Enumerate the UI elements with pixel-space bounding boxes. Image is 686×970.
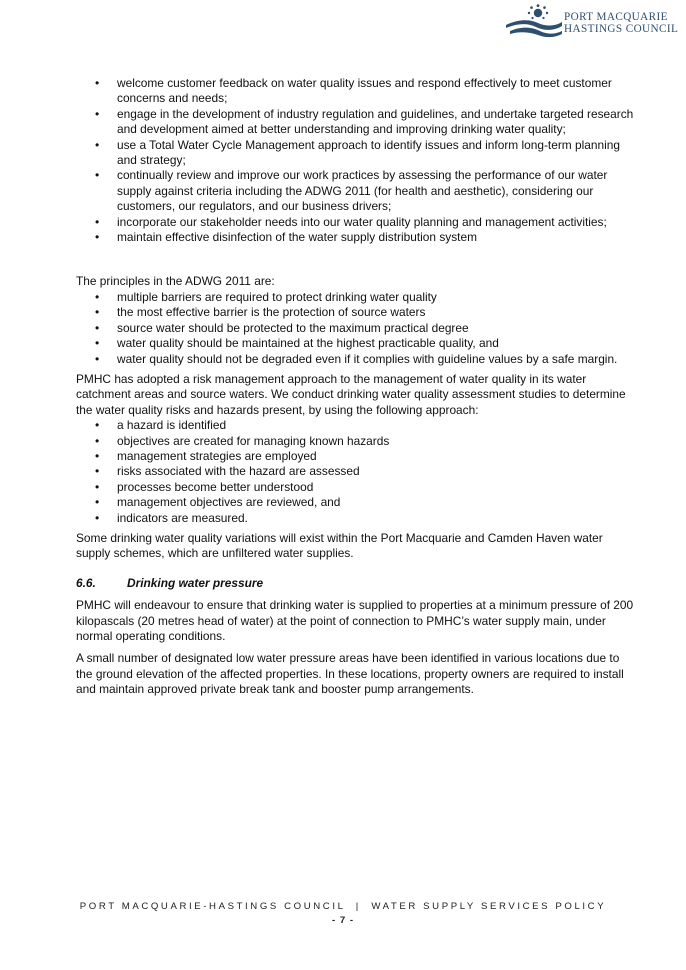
risk-paragraph: PMHC has adopted a risk management approach to the management of water quality in its water catchment areas and source waters. We conduct drinking water quality assessment studies to determine the water quality risks and hazards present, by using the following approach: [76, 371, 626, 417]
list-item: • continually review and improve our work practices by assessing the performance of our water supply against criteria including the ADWG 2011 (for health and aesthetic), considering our customers, our regulators, and our business drivers; [76, 168, 636, 214]
list-item: • maintain effective disinfection of the water supply distribution system [76, 230, 636, 245]
sun-wave-logo-icon [504, 4, 564, 40]
approach-list [76, 418, 636, 526]
list-item: • a hazard is identified [76, 418, 636, 433]
section-number: 6.6. [76, 575, 96, 590]
logo-wordmark: PORT MACQUARIE HASTINGS COUNCIL [564, 11, 679, 35]
council-logo [504, 4, 679, 40]
list-item: • the most effective barrier is the protection of source waters [76, 305, 636, 320]
list-item: • management objectives are reviewed, and [76, 495, 636, 510]
variation-paragraph: Some drinking water quality variations will exist within the Port Macquarie and Camden Haven water supply schemes, which are unfiltered water supplies. [76, 530, 603, 561]
section-heading [76, 576, 636, 591]
page-footer: PORT MACQUARIE-HASTINGS COUNCIL | WATER SUPPLY SERVICES POLICY [79, 901, 607, 912]
list-item: • management strategies are employed [76, 449, 636, 464]
list-item: • indicators are measured. [76, 511, 636, 526]
principles-list [76, 290, 636, 367]
list-item: • incorporate our stakeholder needs into our water quality planning and management activities; [76, 215, 636, 230]
list-item: • water quality should not be degraded even if it complies with guideline values by a safe margin. [76, 352, 636, 367]
pressure-paragraph-1: PMHC will endeavour to ensure that drinking water is supplied to properties at a minimum pressure of 200 kilopascals (20 metres head of water) at the point of connection to PMHC’s water supply main, under normal operating conditions. [76, 598, 634, 643]
pressure-paragraph-2: A small number of designated low water pressure areas have been identified in various locations due to the ground elevation of the affected properties. In these locations, property owners are required to install and maintain approved private break tank and booster pump arrangements. [76, 651, 624, 697]
principles-intro: The principles in the ADWG 2011 are: [76, 274, 275, 289]
list-item: • engage in the development of industry regulation and guidelines, and undertake targeted research and development aimed at better understanding and improving drinking water quality; [76, 107, 636, 138]
list-item: • use a Total Water Cycle Management approach to identify issues and inform long-term planning and strategy; [76, 138, 636, 169]
list-item: • objectives are created for managing known hazards [76, 434, 636, 449]
section-title: Drinking water pressure [127, 575, 264, 590]
intro-bullet-list [76, 76, 636, 245]
list-item: • source water should be protected to the maximum practical degree [76, 321, 636, 336]
list-item: • risks associated with the hazard are assessed [76, 464, 636, 479]
list-item: • water quality should be maintained at the highest practicable quality, and [76, 336, 636, 351]
main-content [76, 76, 636, 698]
page-number: - 7 - [331, 915, 355, 926]
list-item: • processes become better understood [76, 480, 636, 495]
list-item: • multiple barriers are required to protect drinking water quality [76, 290, 636, 305]
list-item: • welcome customer feedback on water quality issues and respond effectively to meet customer concerns and needs; [76, 76, 636, 107]
